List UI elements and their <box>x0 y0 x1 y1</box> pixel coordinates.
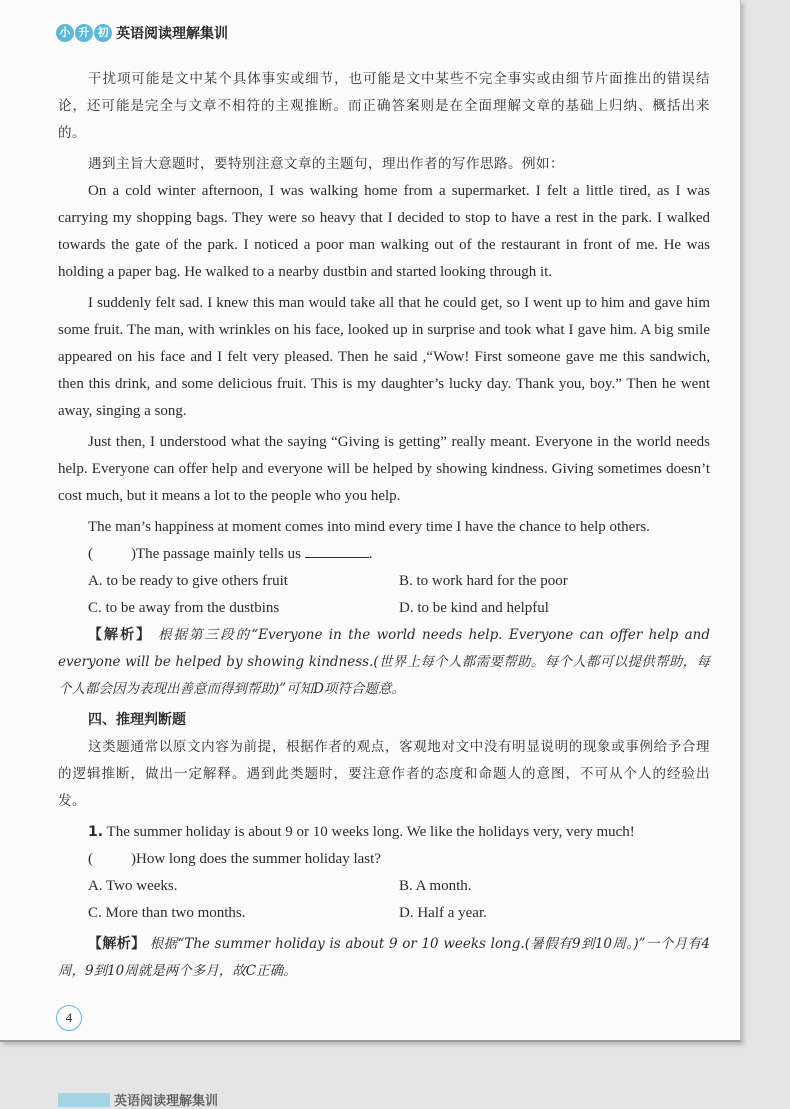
section-heading: 四、推理判断题 <box>88 712 186 728</box>
analysis-label: 【解析】 <box>88 627 153 643</box>
example-number: 1. <box>88 824 104 840</box>
next-page-peek <box>58 1090 218 1109</box>
options-row <box>58 873 710 900</box>
options-row <box>58 568 710 595</box>
options-row <box>58 595 710 622</box>
intro-paragraph: 干扰项可能是文中某个具体事实或细节，也可能是文中某些不完全事实或由细节片面推出的错误结论，还可能是完全与文章不相符的主观推断。而正确答案则是在全面理解文章的基础上归纳、概括出来的。 <box>58 71 710 141</box>
option-a: A. Two weeks. <box>88 878 178 894</box>
question-end: . <box>368 546 373 562</box>
analysis-block <box>58 622 710 703</box>
passage-paragraph: Just then, I understood what the saying “Giving is getting” really meant. Everyone in the world needs help. Everyone can offer help and everyone will be helped by showing kindness. Giving sometimes doesn’t cost much, but it means a lot to the people who you help. <box>58 434 710 504</box>
option-b: B. to work hard for the poor <box>399 573 568 589</box>
page-header <box>56 23 228 43</box>
question-stem <box>58 846 710 873</box>
analysis-text: 根据“The summer holiday is about 9 or 10 weeks long.(暑假有9到10周。)”一个月有4周，9到10周就是两个多月，故C正确。 <box>58 936 711 979</box>
badge-char: 小 <box>56 24 74 42</box>
answer-bracket-open: ( <box>88 546 93 562</box>
intro-paragraph: 遇到主旨大意题时，要特别注意文章的主题句，理出作者的写作思路。例如： <box>88 156 564 172</box>
question-stem <box>58 541 710 568</box>
book-title: 英语阅读理解集训 <box>116 26 228 42</box>
question-text: )How long does the summer holiday last? <box>131 851 381 867</box>
question-text: )The passage mainly tells us <box>131 546 301 562</box>
option-d: D. to be kind and helpful <box>399 600 549 616</box>
analysis-label: 【解析】 <box>88 936 146 952</box>
fill-blank[interactable] <box>305 543 369 558</box>
option-d: D. Half a year. <box>399 905 487 921</box>
badge-char: 初 <box>94 24 112 42</box>
option-a: A. to be ready to give others fruit <box>88 573 288 589</box>
passage-paragraph: On a cold winter afternoon, I was walking home from a supermarket. I felt a little tired, as I was carrying my shopping bags. They were so heavy that I decided to stop to have a rest in the park. I walked towards the gate of the park. I noticed a poor man walking out of the restaurant in front of me. He was holding a paper bag. He walked to a nearby dustbin and started looking through it. <box>58 183 710 280</box>
option-c: C. to be away from the dustbins <box>88 600 280 616</box>
next-page-title: 英语阅读理解集训 <box>114 1094 219 1109</box>
example-sentence <box>58 819 710 846</box>
example-text: The summer holiday is about 9 or 10 weeks long. We like the holidays very, very much! <box>106 824 635 840</box>
analysis-block <box>58 931 710 985</box>
options-row <box>58 900 710 927</box>
series-badge <box>56 24 112 42</box>
badge-char: 升 <box>75 24 93 42</box>
answer-bracket-open: ( <box>88 851 93 867</box>
page-content <box>58 66 710 985</box>
option-c: C. More than two months. <box>88 905 246 921</box>
section-description: 这类题通常以原文内容为前提，根据作者的观点，客观地对文中没有明显说明的现象或事例给予合理的逻辑推断，做出一定解释。遇到此类题时，要注意作者的态度和命题人的意图，不可从个人的经验出发。 <box>58 739 710 809</box>
option-b: B. A month. <box>399 878 472 894</box>
page-number: 4 <box>56 1005 82 1031</box>
series-badge <box>58 1093 110 1107</box>
passage-paragraph: The man’s happiness at moment comes into mind every time I have the chance to help others. <box>88 519 650 535</box>
analysis-text: 根据第三段的“Everyone in the world needs help. Everyone can offer help and everyone will be helped by showing kindness.(世界上每个人都需要帮助。每个人都可以提供帮助，每个人都会因为表现出善意而得到帮助)”可知D项符合题意。 <box>58 627 711 697</box>
passage-paragraph: I suddenly felt sad. I knew this man would take all that he could get, so I went up to him and gave him some fruit. The man, with wrinkles on his face, looked up in surprise and took what I gave him. A big smile appeared on his face and I felt very pleased. Then he said ,“Wow! First someone gave me this sandwich, then this drink, and some delicious fruit. This is my daughter’s lucky day. Thank you, boy.” Then he went away, singing a song. <box>58 295 710 419</box>
